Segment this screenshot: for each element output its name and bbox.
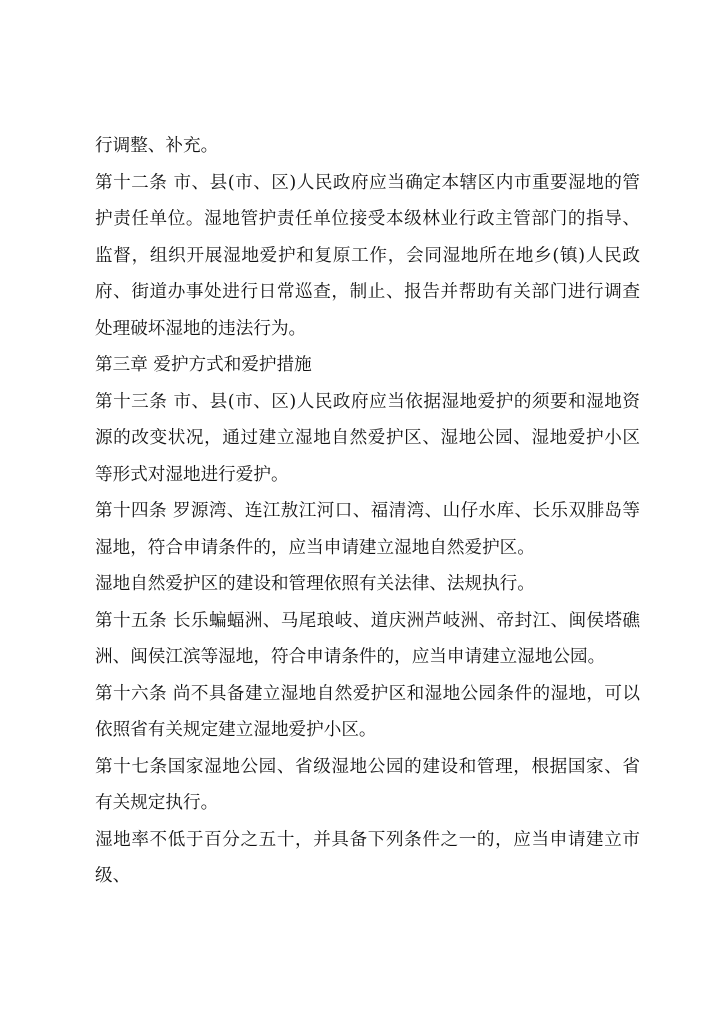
article-13-paragraph: 第十三条 市、县(市、区)人民政府应当依据湿地爱护的须要和湿地资源的改变状况，通过建立湿地自然爱护区、湿地公园、湿地爱护小区等形式对湿地进行爱护。 — [95, 391, 640, 485]
document-body — [95, 128, 640, 895]
article-17-paragraph: 第十七条国家湿地公园、省级湿地公园的建设和管理，根据国家、省有关规定执行。 — [95, 756, 640, 813]
chapter-3-heading: 第三章 爱护方式和爱护措施 — [95, 355, 312, 375]
article-14-paragraph: 第十四条 罗源湾、连江敖江河口、福清湾、山仔水库、长乐双腓岛等湿地，符合申请条件的，应当申请建立湿地自然爱护区。 — [95, 501, 640, 558]
paragraph-continuation: 行调整、补充。 — [95, 136, 219, 156]
article-12-paragraph: 第十二条 市、县(市、区)人民政府应当确定本辖区内市重要湿地的管护责任单位。湿地管护责任单位接受本级林业行政主管部门的指导、监督，组织开展湿地爱护和复原工作，会同湿地所在地乡(镇)人民政府、街道办事处进行日常巡查，制止、报告并帮助有关部门进行调查处理破坏湿地的违法行为。 — [95, 172, 640, 339]
article-16-paragraph: 第十六条 尚不具备建立湿地自然爱护区和湿地公园条件的湿地，可以依照省有关规定建立湿地爱护小区。 — [95, 683, 640, 740]
wetland-rate-paragraph: 湿地率不低于百分之五十，并具备下列条件之一的，应当申请建立市级、 — [95, 829, 640, 886]
article-15-paragraph: 第十五条 长乐蝙蝠洲、马尾琅岐、道庆洲芦岐洲、帝封江、闽侯塔礁洲、闽侯江滨等湿地，符合申请条件的，应当申请建立湿地公园。 — [95, 610, 640, 667]
nature-reserve-paragraph: 湿地自然爱护区的建设和管理依照有关法律、法规执行。 — [95, 574, 535, 594]
